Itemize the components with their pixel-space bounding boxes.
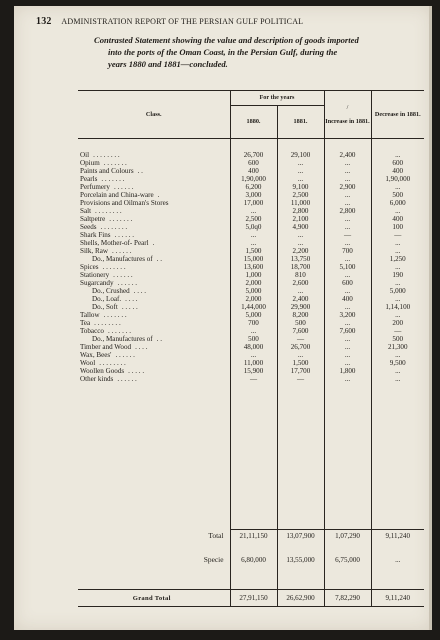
leader-dots: . . . . . . . — [103, 159, 127, 167]
decrease-value: 1,250 — [371, 255, 424, 263]
increase-value: ... — [324, 215, 371, 223]
total-label: Total — [208, 531, 224, 540]
leader-dots: . . . . . . . . — [94, 319, 121, 327]
table-row — [78, 367, 424, 375]
leader-dots: . . — [156, 255, 162, 263]
commodity-label: Shark Fins — [80, 231, 111, 239]
leader-dots: . . . . . . . — [102, 263, 126, 271]
decrease-value: ... — [371, 295, 424, 303]
value-1880: 2,000 — [230, 295, 277, 303]
leader-dots: . . . . . . . . — [100, 223, 128, 231]
decrease-value: 1,90,000 — [371, 175, 424, 183]
value-1881: 18,700 — [277, 263, 324, 271]
decrease-value: 6,000 — [371, 199, 424, 207]
specie-1881: 13,55,000 — [277, 553, 324, 567]
table-row — [78, 231, 424, 239]
page-number: 132 — [36, 16, 52, 27]
specie-label: Specie — [203, 555, 224, 564]
increase-value: 400 — [324, 295, 371, 303]
commodity-name — [78, 215, 230, 223]
years-group-header: For the years — [230, 91, 324, 106]
commodity-label: Wool — [80, 359, 96, 367]
increase-value: ... — [324, 159, 371, 167]
commodity-label: Woollen Goods — [80, 367, 125, 375]
value-1880: 500 — [230, 335, 277, 343]
commodity-label: Seeds — [80, 223, 97, 231]
commodity-label: Oil — [80, 151, 90, 159]
leader-dots: . . . . . . — [117, 279, 138, 287]
increase-value: ... — [324, 303, 371, 311]
increase-value: 7,600 — [324, 327, 371, 335]
caption-line-3: years 1880 and 1881—concluded. — [108, 59, 228, 69]
commodity-name — [78, 335, 230, 343]
decrease-value: ... — [371, 367, 424, 375]
decrease-value: 100 — [371, 223, 424, 231]
value-1880: 1,000 — [230, 271, 277, 279]
table-row — [78, 167, 424, 175]
imports-table — [78, 90, 424, 607]
decrease-value: — — [371, 327, 424, 335]
specie-decrease: ... — [371, 553, 424, 567]
specie-1880: 6,80,000 — [230, 553, 277, 567]
table-row — [78, 375, 424, 383]
total-1880: 21,11,150 — [230, 529, 277, 543]
value-1880: 600 — [230, 159, 277, 167]
leader-dots: . . . . . . . . — [99, 359, 126, 367]
table-row — [78, 215, 424, 223]
value-1880: ... — [230, 327, 277, 335]
total-1881: 13,07,900 — [277, 529, 324, 543]
value-1881: 8,200 — [277, 311, 324, 319]
commodity-label: Do., Manufactures of — [92, 335, 153, 343]
commodity-label: Do., Loaf. — [92, 295, 122, 303]
value-1880: 15,000 — [230, 255, 277, 263]
value-1881: 29,100 — [277, 151, 324, 159]
decrease-value: 1,14,100 — [371, 303, 424, 311]
commodity-name — [78, 359, 230, 367]
table-row — [78, 263, 424, 271]
table-row — [78, 279, 424, 287]
leader-dots: . . . . . — [128, 367, 145, 375]
value-1880: 700 — [230, 319, 277, 327]
table-row — [78, 199, 424, 207]
commodity-name — [78, 207, 230, 215]
value-1881: 2,100 — [277, 215, 324, 223]
grand-total-increase: 7,82,290 — [324, 590, 371, 607]
leader-dots: . . . . — [125, 295, 138, 303]
increase-value: ... — [324, 223, 371, 231]
increase-value: ... — [324, 351, 371, 359]
decrease-value: ... — [371, 239, 424, 247]
decrease-value: ... — [371, 311, 424, 319]
commodity-name — [78, 367, 230, 375]
value-1881: 17,700 — [277, 367, 324, 375]
value-1881: ... — [277, 159, 324, 167]
value-1880: 13,600 — [230, 263, 277, 271]
decrease-value: ... — [371, 351, 424, 359]
table-row — [78, 159, 424, 167]
value-1881: 1,500 — [277, 359, 324, 367]
value-1880: 2,000 — [230, 279, 277, 287]
commodity-name — [78, 263, 230, 271]
year-1881-header: 1881. — [277, 106, 324, 139]
decrease-value: ... — [371, 247, 424, 255]
table-row — [78, 247, 424, 255]
value-1880: 400 — [230, 167, 277, 175]
table-totals — [78, 383, 424, 607]
table-row — [78, 311, 424, 319]
value-1880: ... — [230, 351, 277, 359]
commodity-name — [78, 343, 230, 351]
value-1881: — — [277, 375, 324, 383]
commodity-name — [78, 255, 230, 263]
commodity-label: Pearls — [80, 175, 98, 183]
increase-value: ... — [324, 319, 371, 327]
value-1881: ... — [277, 239, 324, 247]
value-1880: 48,000 — [230, 343, 277, 351]
grand-total-decrease: 9,11,240 — [371, 590, 424, 607]
commodity-name — [78, 175, 230, 183]
table-row — [78, 319, 424, 327]
table-row — [78, 151, 424, 159]
commodity-name — [78, 287, 230, 295]
increase-value: 700 — [324, 247, 371, 255]
value-1881: 500 — [277, 319, 324, 327]
leader-dots: . . . . . . . — [107, 327, 131, 335]
leader-dots: . . . . . . — [111, 247, 132, 255]
table-row — [78, 327, 424, 335]
leader-dots: . . — [156, 335, 162, 343]
commodity-name — [78, 271, 230, 279]
value-1881: 9,100 — [277, 183, 324, 191]
commodity-label: Porcelain and China-ware — [80, 191, 154, 199]
decrease-value: — — [371, 231, 424, 239]
value-1880: 11,000 — [230, 359, 277, 367]
decrease-value: 9,500 — [371, 359, 424, 367]
specie-increase: 6,75,000 — [324, 553, 371, 567]
leader-dots: . . . . . . — [114, 231, 135, 239]
leader-dots: . . . . . . — [113, 183, 134, 191]
value-1881: 2,600 — [277, 279, 324, 287]
commodity-label: Do., Crushed — [92, 287, 130, 295]
commodity-label: Spices — [80, 263, 99, 271]
decrease-value: ... — [371, 263, 424, 271]
value-1880: 1,500 — [230, 247, 277, 255]
table-row — [78, 255, 424, 263]
increase-header — [324, 91, 371, 139]
value-1881: 2,500 — [277, 191, 324, 199]
commodity-label: Provisions and Oilman's Stores — [80, 199, 169, 207]
value-1881: 7,600 — [277, 327, 324, 335]
table-row — [78, 351, 424, 359]
year-1880-header: 1880. — [230, 106, 277, 139]
value-1881: 810 — [277, 271, 324, 279]
table-row — [78, 295, 424, 303]
increase-value: 5,100 — [324, 263, 371, 271]
decrease-value: 400 — [371, 167, 424, 175]
leader-dots: . . . . . . . — [103, 311, 127, 319]
value-1880: 5,000 — [230, 287, 277, 295]
increase-value: 1,800 — [324, 367, 371, 375]
commodity-label: Tobacco — [80, 327, 104, 335]
leader-dots: . . . . — [135, 343, 148, 351]
commodity-label: Saltpetre — [80, 215, 106, 223]
value-1881: 2,200 — [277, 247, 324, 255]
leader-dots: . . — [137, 167, 143, 175]
increase-value: ... — [324, 271, 371, 279]
specie-row — [78, 553, 424, 567]
increase-value: ... — [324, 375, 371, 383]
grand-total-row — [78, 590, 424, 607]
increase-value: 3,200 — [324, 311, 371, 319]
increase-value: — — [324, 231, 371, 239]
value-1881: 2,800 — [277, 207, 324, 215]
document-page — [14, 6, 432, 630]
table-row — [78, 287, 424, 295]
commodity-label: Tea — [80, 319, 91, 327]
commodity-name — [78, 247, 230, 255]
table-row — [78, 359, 424, 367]
leader-dots: . . . . . . — [115, 351, 135, 359]
commodity-name — [78, 311, 230, 319]
table-row — [78, 191, 424, 199]
commodity-label: Timber and Wood — [80, 343, 132, 351]
decrease-value: 400 — [371, 215, 424, 223]
page-header — [36, 16, 426, 27]
commodity-name — [78, 151, 230, 159]
commodity-name — [78, 191, 230, 199]
running-title: ADMINISTRATION REPORT OF THE PERSIAN GULF POLITICAL — [61, 17, 304, 26]
total-row — [78, 529, 424, 543]
value-1880: ... — [230, 239, 277, 247]
increase-value: ... — [324, 255, 371, 263]
value-1880: 26,700 — [230, 151, 277, 159]
table-row — [78, 175, 424, 183]
value-1880: 15,900 — [230, 367, 277, 375]
value-1881: 13,750 — [277, 255, 324, 263]
commodity-name — [78, 199, 230, 207]
table-row — [78, 239, 424, 247]
value-1880: 3,000 — [230, 191, 277, 199]
leader-dots: . . . . . . — [113, 271, 133, 279]
increase-value: ... — [324, 287, 371, 295]
decrease-value: ... — [371, 207, 424, 215]
commodity-name — [78, 239, 230, 247]
leader-dots: . . . . — [133, 287, 147, 295]
increase-label: Increase in 1881. — [325, 117, 370, 125]
value-1881: 4,900 — [277, 223, 324, 231]
decrease-value: 500 — [371, 335, 424, 343]
grand-total-1880: 27,91,150 — [230, 590, 277, 607]
value-1880: 5,000 — [230, 311, 277, 319]
commodity-name — [78, 167, 230, 175]
commodity-name — [78, 183, 230, 191]
increase-value: ... — [324, 175, 371, 183]
commodity-label: Other kinds — [80, 375, 114, 383]
value-1881: 29,900 — [277, 303, 324, 311]
increase-mark: / — [346, 103, 349, 111]
commodity-label: Perfumery — [80, 183, 110, 191]
increase-value: ... — [324, 199, 371, 207]
caption-line-1: Contrasted Statement showing the value and description of goods imported — [94, 35, 359, 45]
total-decrease: 9,11,240 — [371, 529, 424, 543]
commodity-name — [78, 327, 230, 335]
commodity-name — [78, 319, 230, 327]
commodity-name — [78, 279, 230, 287]
increase-value: ... — [324, 191, 371, 199]
value-1881: — — [277, 335, 324, 343]
value-1880: 17,000 — [230, 199, 277, 207]
commodity-name — [78, 303, 230, 311]
increase-value: ... — [324, 167, 371, 175]
commodity-label: Stationery — [80, 271, 110, 279]
commodity-name — [78, 375, 230, 383]
value-1881: ... — [277, 231, 324, 239]
commodity-label: Do., Manufactures of — [92, 255, 153, 263]
decrease-value: 600 — [371, 159, 424, 167]
commodity-label: Sugarcandy — [80, 279, 114, 287]
value-1880: 1,90,000 — [230, 175, 277, 183]
table-row — [78, 271, 424, 279]
decrease-value: 500 — [371, 191, 424, 199]
value-1880: 6,200 — [230, 183, 277, 191]
commodity-name — [78, 295, 230, 303]
table-caption — [94, 34, 424, 70]
leader-dots: . . . . . . . — [101, 175, 125, 183]
value-1880: 1,44,000 — [230, 303, 277, 311]
table-row — [78, 223, 424, 231]
decrease-value: ... — [371, 279, 424, 287]
commodity-name — [78, 351, 230, 359]
increase-value: 600 — [324, 279, 371, 287]
table-body — [78, 139, 424, 384]
decrease-value: ... — [371, 183, 424, 191]
value-1881: ... — [277, 175, 324, 183]
grand-total-label: Grand Total — [132, 594, 171, 602]
decrease-value: 190 — [371, 271, 424, 279]
commodity-label: Paints and Colours — [80, 167, 134, 175]
value-1880: — — [230, 375, 277, 383]
increase-value: ... — [324, 239, 371, 247]
value-1880: 5,0q0 — [230, 223, 277, 231]
decrease-value: 21,300 — [371, 343, 424, 351]
grand-total-cell — [78, 590, 230, 607]
decrease-value: ... — [371, 151, 424, 159]
value-1880: 2,500 — [230, 215, 277, 223]
commodity-name — [78, 231, 230, 239]
commodity-label: Shells, Mother-of- Pearl — [80, 239, 149, 247]
table-row — [78, 183, 424, 191]
value-1880: ... — [230, 207, 277, 215]
commodity-name — [78, 159, 230, 167]
commodity-label: Do., Soft — [92, 303, 118, 311]
value-1881: 2,400 — [277, 295, 324, 303]
increase-value: 2,800 — [324, 207, 371, 215]
leader-dots: . . . . . . . . — [93, 151, 120, 159]
leader-dots: . . . . . . . — [109, 215, 133, 223]
increase-value: 2,400 — [324, 151, 371, 159]
decrease-value: 5,000 — [371, 287, 424, 295]
table-row — [78, 303, 424, 311]
decrease-value: ... — [371, 375, 424, 383]
leader-dots: . — [157, 191, 160, 199]
value-1881: ... — [277, 287, 324, 295]
leader-dots: . — [152, 239, 155, 247]
commodity-label: Silk, Raw — [80, 247, 108, 255]
increase-value: ... — [324, 359, 371, 367]
grand-total-1881: 26,62,900 — [277, 590, 324, 607]
table-row — [78, 335, 424, 343]
class-header: Class. — [78, 91, 230, 139]
page-edge — [429, 6, 432, 630]
commodity-label: Opium — [80, 159, 100, 167]
value-1880: ... — [230, 231, 277, 239]
leader-dots: . . . . . . — [117, 375, 137, 383]
decrease-header: Decrease in 1881. — [371, 91, 424, 139]
table-row — [78, 343, 424, 351]
value-1881: 26,700 — [277, 343, 324, 351]
leader-dots: . . . . . — [121, 303, 138, 311]
commodity-label: Wax, Bees' — [80, 351, 112, 359]
table-row — [78, 207, 424, 215]
value-1881: 11,000 — [277, 199, 324, 207]
decrease-value: 200 — [371, 319, 424, 327]
leader-dots: . . . . . . . . — [95, 207, 122, 215]
caption-line-2: into the ports of the Oman Coast, in the Persian Gulf, during the — [108, 47, 338, 57]
commodity-name — [78, 223, 230, 231]
total-increase: 1,07,290 — [324, 529, 371, 543]
increase-value: 2,900 — [324, 183, 371, 191]
value-1881: ... — [277, 167, 324, 175]
commodity-label: Salt — [80, 207, 92, 215]
increase-value: ... — [324, 343, 371, 351]
commodity-label: Tallow — [80, 311, 100, 319]
value-1881: ... — [277, 351, 324, 359]
increase-value: ... — [324, 335, 371, 343]
